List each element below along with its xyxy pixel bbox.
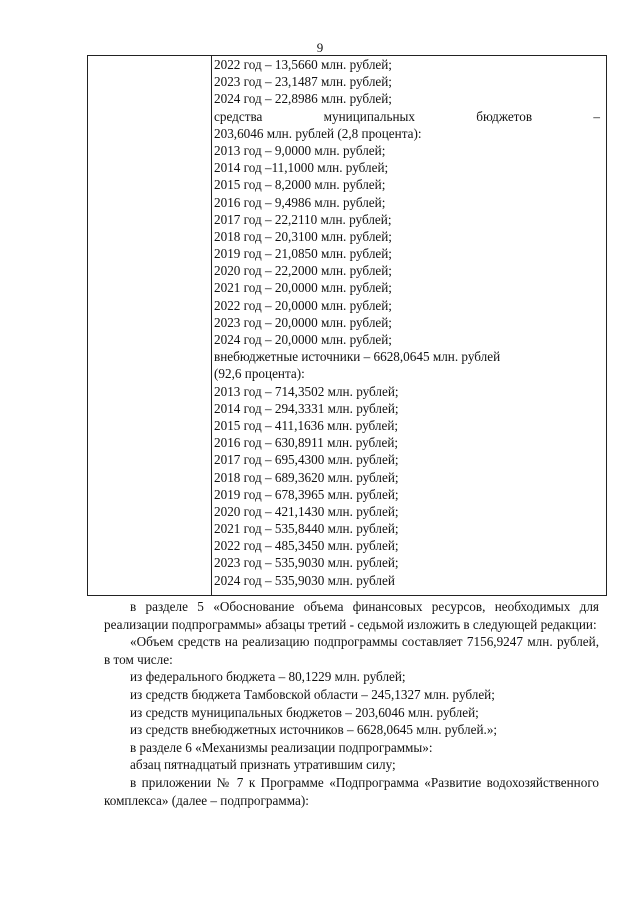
table-cell-line: 2015 год – 411,1636 млн. рублей; <box>214 417 399 433</box>
table-cell-line: 2023 год – 20,0000 млн. рублей; <box>214 314 392 330</box>
table-cell-line: 2015 год – 8,2000 млн. рублей; <box>214 177 386 193</box>
table-cell-line: 2019 год – 678,3965 млн. рублей; <box>214 486 399 502</box>
paragraph-regional-budget: из средств бюджета Тамбовской области – 245,1327 млн. рублей; <box>130 686 495 702</box>
table-cell-line: 2022 год – 485,3450 млн. рублей; <box>214 538 399 554</box>
table-cell-line: 2013 год – 9,0000 млн. рублей; <box>214 142 386 158</box>
table-cell-line: 2021 год – 20,0000 млн. рублей; <box>214 280 392 296</box>
table-cell-line: 203,6046 млн. рублей (2,8 процента): <box>214 125 422 141</box>
paragraph-appendix7: в приложении № 7 к Программе «Подпрограмма «Развитие водохозяйственного комплекса» (далее – подпрограмма): <box>104 774 599 808</box>
table-cell-line: 2024 год – 20,0000 млн. рублей; <box>214 332 392 347</box>
page-number: 9 <box>316 40 324 55</box>
paragraph-section6: в разделе 6 «Механизмы реализации подпрограммы»: <box>130 739 433 755</box>
table-cell-line: 2023 год – 23,1487 млн. рублей; <box>214 74 392 90</box>
table-cell-line: 2020 год – 22,2000 млн. рублей; <box>214 263 392 279</box>
table-cell-line: 2024 год – 535,9030 млн. рублей <box>214 572 395 588</box>
table-right-cell <box>214 56 600 589</box>
table-cell-line: внебюджетные источники – 6628,0645 млн. рублей <box>214 349 501 365</box>
document-body <box>104 598 599 809</box>
table-cell-line: 2017 год – 695,4300 млн. рублей; <box>214 452 399 468</box>
funding-table <box>87 55 607 596</box>
paragraph-federal-budget: из федерального бюджета – 80,1229 млн. рублей; <box>130 669 406 685</box>
table-cell-line: 2018 год – 20,3100 млн. рублей; <box>214 228 392 244</box>
table-cell-line: 2021 год – 535,8440 млн. рублей; <box>214 521 399 537</box>
paragraph-extrabudgetary: из средств внебюджетных источников – 6628,0645 млн. рублей.»; <box>130 722 498 738</box>
table-cell-line: 2020 год – 421,1430 млн. рублей; <box>214 503 399 519</box>
table-cell-line: средства муниципальных бюджетов – <box>214 108 600 124</box>
table-cell-line: 2023 год – 535,9030 млн. рублей; <box>214 555 399 571</box>
table-cell-line: 2016 год – 9,4986 млн. рублей; <box>214 194 386 210</box>
table-cell-line: (92,6 процента): <box>214 366 305 382</box>
table-cell-line: 2016 год – 630,8911 млн. рублей; <box>214 435 399 451</box>
table-cell-line: 2024 год – 22,8986 млн. рублей; <box>214 91 392 107</box>
table-cell-line: 2017 год – 22,2110 млн. рублей; <box>214 211 392 227</box>
paragraph-total-volume: «Объем средств на реализацию подпрограммы составляет 7156,9247 млн. рублей, в том числе: <box>104 634 599 667</box>
table-cell-line: 2014 год – 294,3331 млн. рублей; <box>214 400 399 416</box>
table-cell-line: 2019 год – 21,0850 млн. рублей; <box>214 246 392 262</box>
table-cell-line: 2013 год – 714,3502 млн. рублей; <box>214 383 399 399</box>
column-divider <box>211 56 212 595</box>
table-cell-line: 2018 год – 689,3620 млн. рублей; <box>214 469 399 485</box>
paragraph-section5-amendment: в разделе 5 «Обоснование объема финансовых ресурсов, необходимых для реализации подпрограммы» абзацы третий - седьмой изложить в следующей редакции: <box>104 599 599 632</box>
table-cell-line: 2014 год –11,1000 млн. рублей; <box>214 160 389 176</box>
paragraph-municipal-budgets: из средств муниципальных бюджетов – 203,6046 млн. рублей; <box>130 704 479 720</box>
table-cell-line: 2022 год – 20,0000 млн. рублей; <box>214 297 392 313</box>
paragraph-fifteenth-void: абзац пятнадцатый признать утратившим силу; <box>130 757 396 773</box>
table-cell-line: 2022 год – 13,5660 млн. рублей; <box>214 57 392 72</box>
